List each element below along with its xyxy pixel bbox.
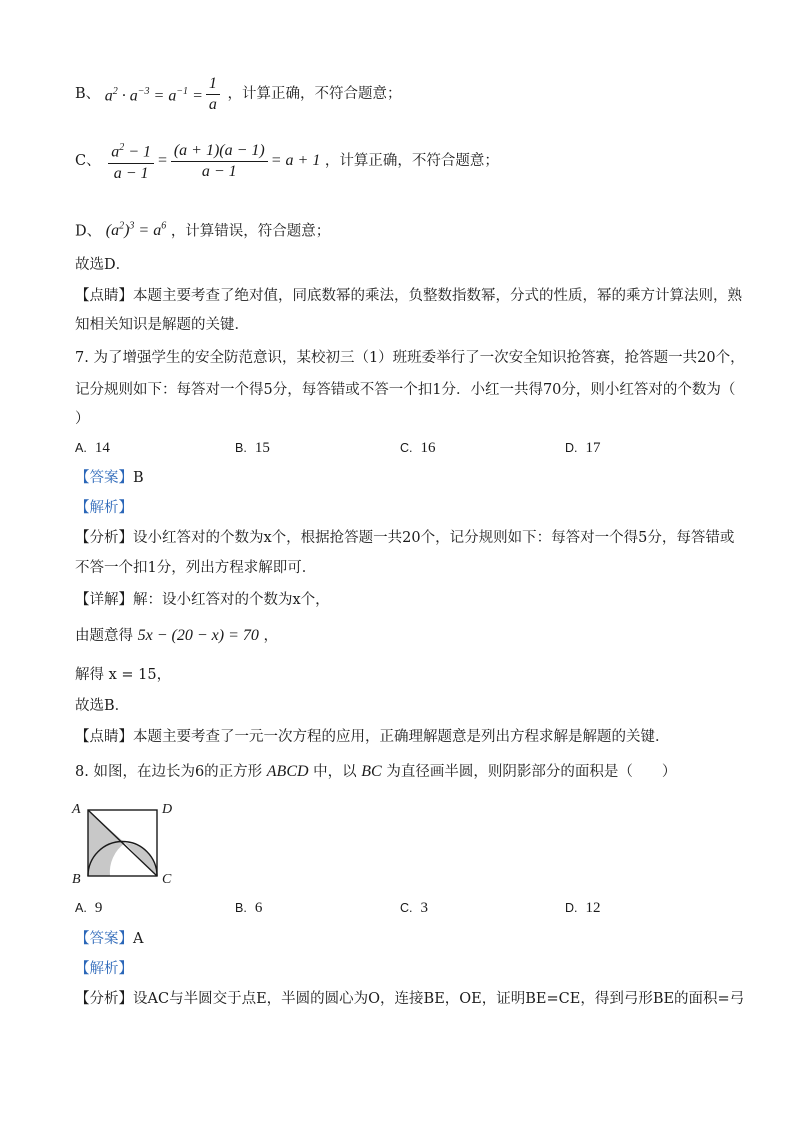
q7-option-b: B. 15 [235,440,270,456]
q7-fenxi-line1: 【分析】设小红答对的个数为x个，根据抢答题一共20个，记分规则如下：每答对一个得5分，每答错或 [75,530,735,546]
q8-figure [70,800,180,895]
q7-detail: 【详解】解：设小红答对的个数为x个， [75,592,330,608]
q6-choose: 故选D． [75,257,131,273]
vertex-label-b: B [72,872,81,887]
q7-comment: 【点睛】本题主要考查了一元一次方程的应用，正确理解题意是列出方程求解是解题的关键． [75,729,670,745]
q7-equation-line: 由题意得 5x − (20 − x) = 70 ， [75,627,278,644]
q6-c-formula: $\frac{a^2 - 1}{a - 1}$ = $\frac{(a + 1)(a - 1)}{a - 1}$ = a + 1 [105,136,320,186]
q7-analysis-tag: 【解析】 [75,500,133,516]
vertex-label-a: A [72,802,81,817]
q8-stem: 8. 如图，在边长为6的正方形 ABCD 中，以 BC 为直径画半圆，则阴影部分的面积是（ ） [75,763,677,780]
q7-solve: 解得 x = 15， [75,667,172,683]
q7-option-a: A. 14 [75,440,110,456]
q6-option-b-line: B、 $a^2 \cdot a^{-3} = a^{-1}$ = $\frac{1}{a}$ ，计算正确，不符合题意； [75,72,730,116]
q7-equation: 5x − (20 − x) = 70 [137,627,259,644]
q6-comment-line2: 知相关知识是解题的关键． [75,317,249,333]
q7-answer: 【答案】B [75,470,144,486]
q8-fenxi: 【分析】设AC与半圆交于点E，半圆的圆心为O，连接BE，OE，证明BE=CE，得到弓形BE的面积=弓 [75,991,745,1007]
shaded-region-upper [88,810,125,876]
q8-option-c: C. 3 [400,900,428,916]
q7-fenxi-line2: 不答一个扣1分，列出方程求解即可． [75,560,317,576]
q6-b-formula: $a^2 \cdot a^{-3} = a^{-1}$ = $\frac{1}{a}$ [105,72,223,116]
q8-option-b: B. 6 [235,900,263,916]
q7-option-d: D. 17 [565,440,601,456]
q7-stem-line2: 记分规则如下：每答对一个得5分，每答错或不答一个扣1分．小红一共得70分，则小红答对的个数为（ [75,382,736,398]
q6-d-formula: $(a^2)^3 = a^6$ [105,221,167,240]
q8-options [75,896,735,920]
q8-option-d: D. 12 [565,900,601,916]
q8-option-a: A. 9 [75,900,103,916]
q7-stem-line3: ） [75,411,90,427]
q6-option-c-line: C、 $\frac{a^2 - 1}{a - 1}$ = $\frac{(a + 1)(a - 1)}{a - 1}$ = a + 1 ，计算正确，不符合题意； [75,136,730,186]
q8-answer: 【答案】A [75,931,144,947]
q7-options [75,436,735,460]
vertex-label-d: D [162,802,173,817]
q7-stem-line1: 7. 为了增强学生的安全防范意识，某校初三（1）班班委举行了一次安全知识抢答赛，抢答题一共20个， [75,350,745,366]
q7-option-c: C. 16 [400,440,436,456]
q7-choose: 故选B． [75,698,130,714]
vertex-label-c: C [162,872,172,887]
q6-comment-line1: 【点睛】本题主要考查了绝对值，同底数幂的乘法，负整数指数幂，分式的性质，幂的乘方计算法则，熟 [75,288,742,304]
q8-analysis-tag: 【解析】 [75,961,133,977]
q6-option-d-line: D、 $(a^2)^3 = a^6$ ，计算错误，符合题意； [75,221,331,240]
